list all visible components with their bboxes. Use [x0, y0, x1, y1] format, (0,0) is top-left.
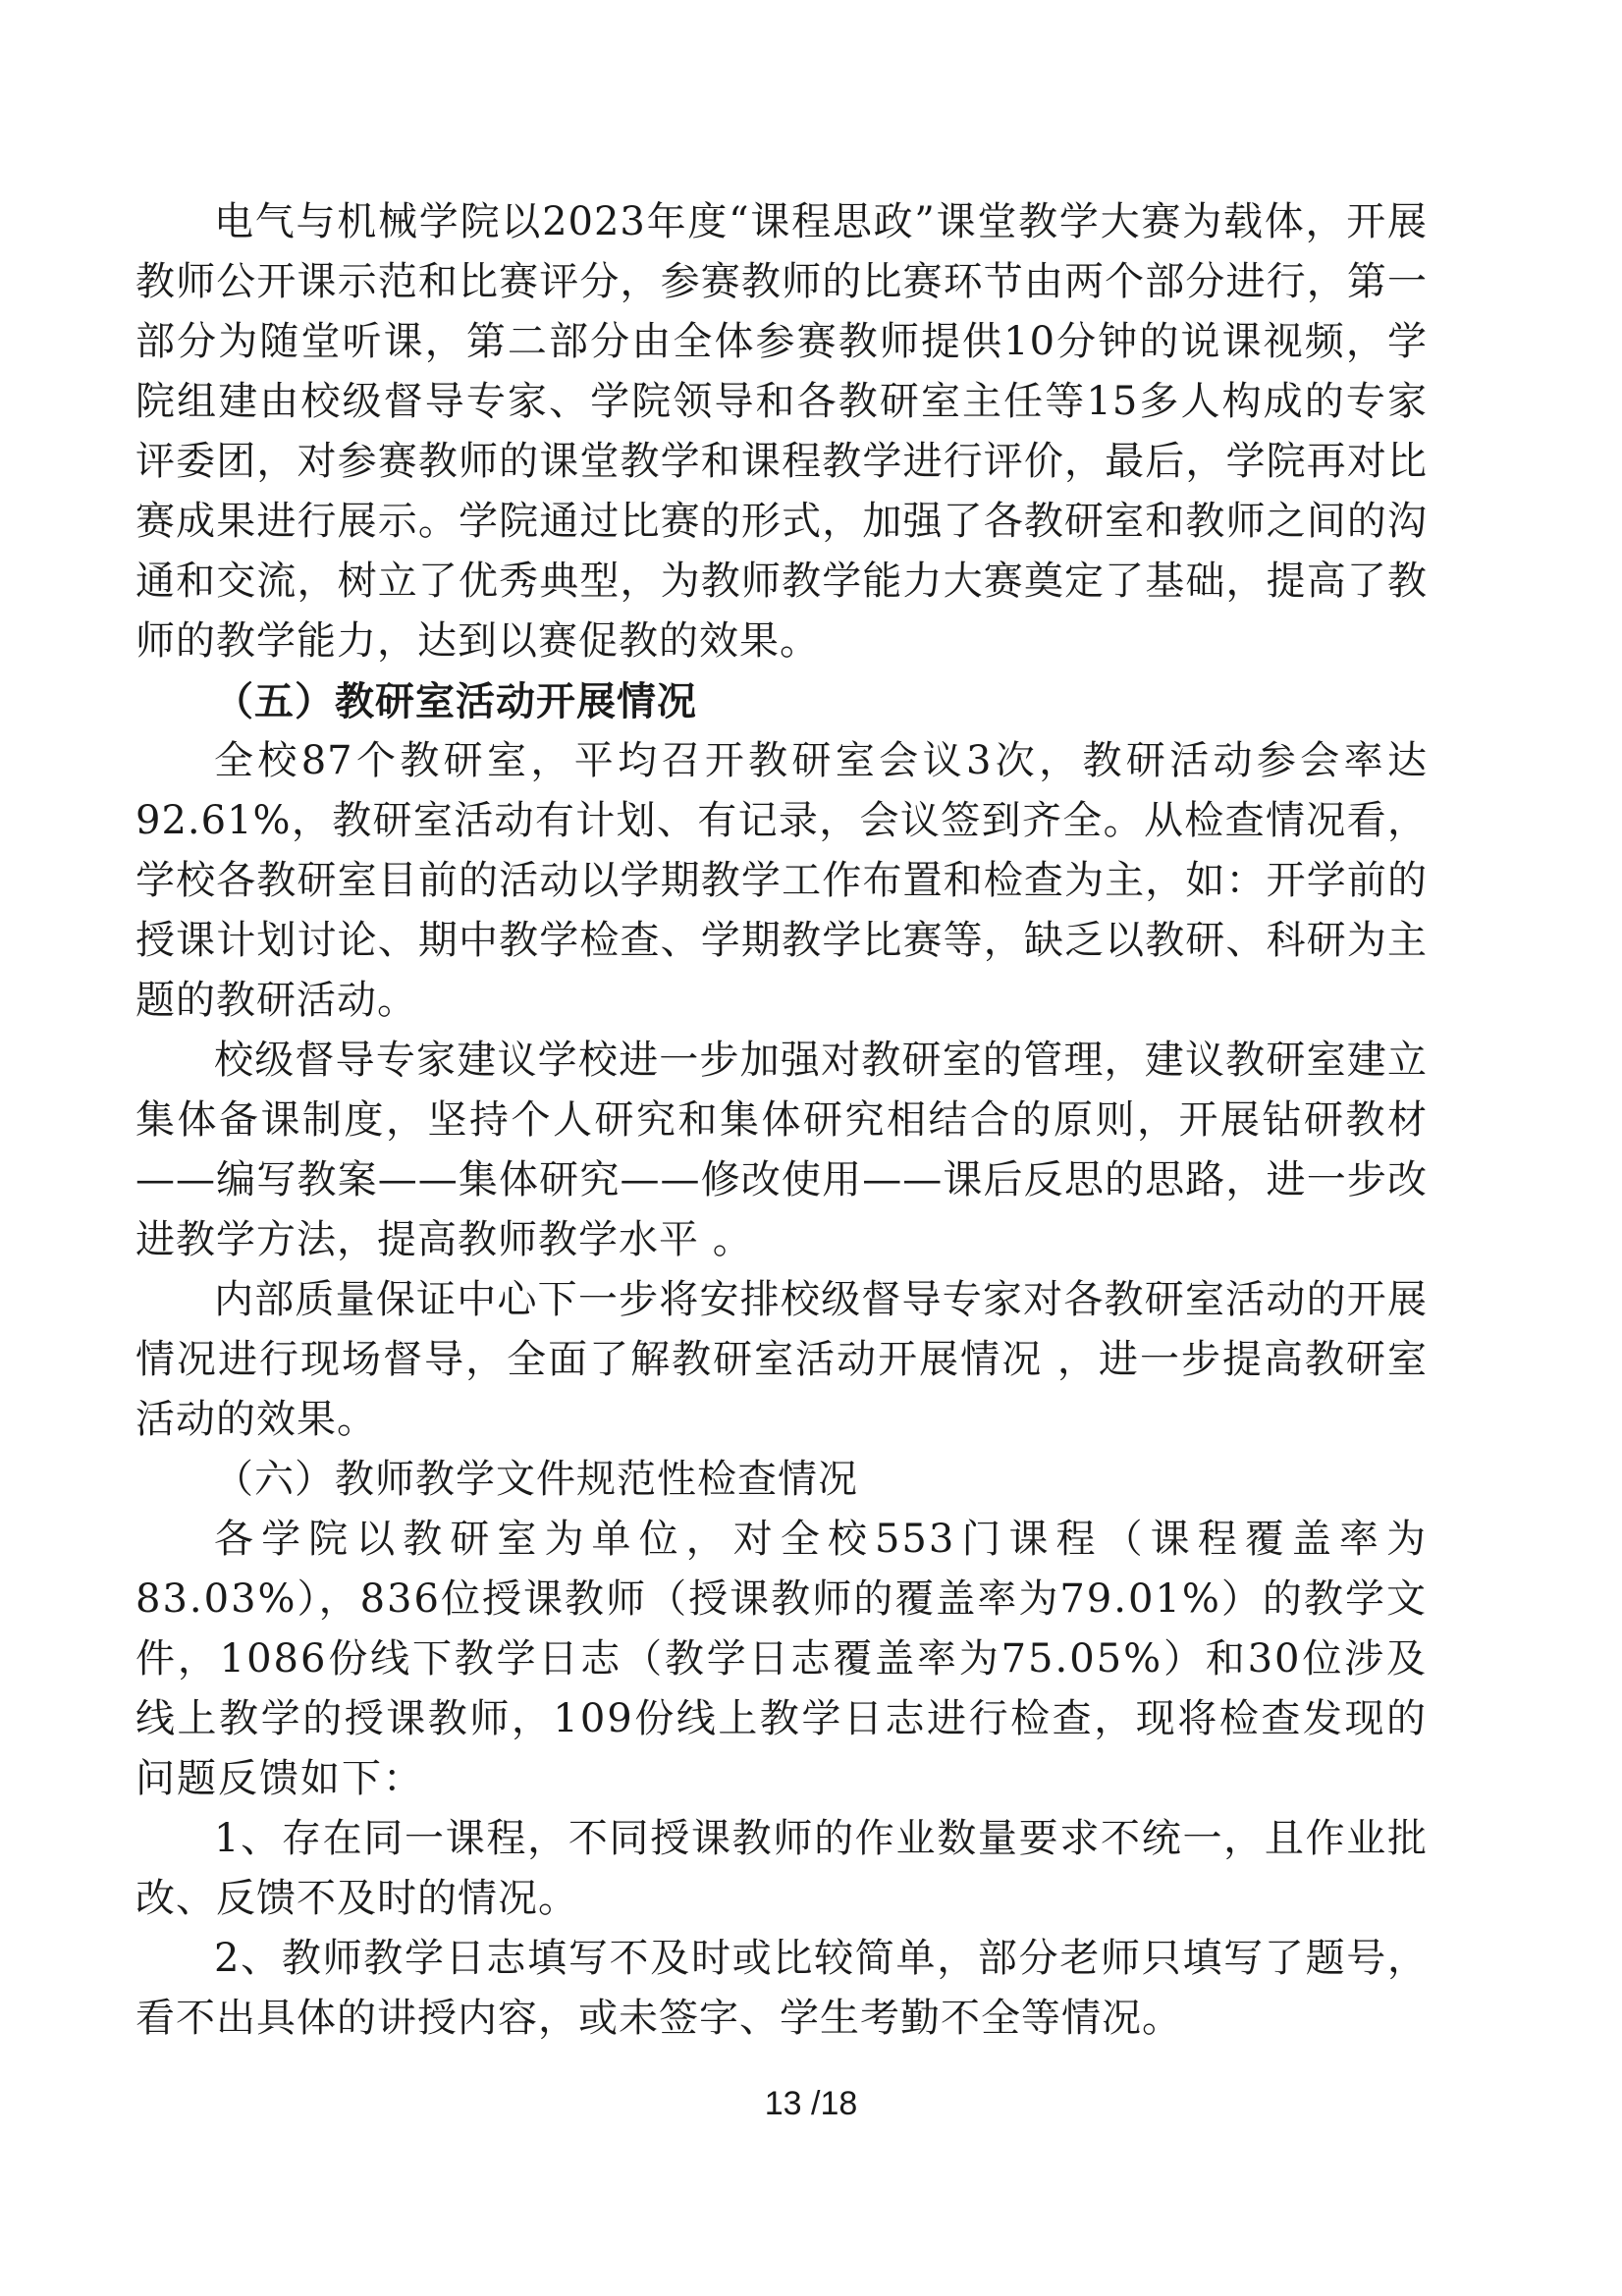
paragraph-competition: 电气与机械学院以2023年度“课程思政”课堂教学大赛为载体，开展教师公开课示范和比赛评分，参赛教师的比赛环节由两个部分进行，第一部分为随堂听课，第二部分由全体参赛教师提供10分钟的说课视频，学院组建由校级督导专家、学院领导和各教研室主任等15多人构成的专家评委团，对参赛教师的课堂教学和课程教学进行评价，最后，学院再对比赛成果进行展示。学院通过比赛的形式，加强了各教研室和教师之间的沟通和交流，树立了优秀典型，为教师教学能力大赛奠定了基础，提高了教师的教学能力，达到以赛促教的效果。: [135, 199, 1428, 664]
paragraph-document-check: 各学院以教研室为单位，对全校553门课程（课程覆盖率为83.03%），836位授课教师（授课教师的覆盖率为79.01%）的教学文件，1086份线下教学日志（教学日志覆盖率为75.05%）和30位涉及线上教学的授课教师，109份线上教学日志进行检查，现将检查发现的问题反馈如下：: [135, 1517, 1428, 1801]
list-item-issue-1: 1、存在同一课程，不同授课教师的作业数量要求不统一，且作业批改、反馈不及时的情况。: [135, 1816, 1428, 1921]
paragraph-next-steps: 内部质量保证中心下一步将安排校级督导专家对各教研室活动的开展情况进行现场督导，全面了解教研室活动开展情况 ，进一步提高教研室活动的效果。: [135, 1277, 1428, 1442]
section-heading-teaching-research-activities: （五）教研室活动开展情况: [214, 678, 697, 724]
page-number: 13 /18: [764, 2085, 858, 2122]
section-heading-teaching-documents: （六）教师教学文件规范性检查情况: [214, 1457, 858, 1502]
paragraph-research-office-stats: 全校87个教研室，平均召开教研室会议3次，教研活动参会率达92.61%，教研室活动有计划、有记录，会议签到齐全。从检查情况看，学校各教研室目前的活动以学期教学工作布置和检查为主，如：开学前的授课计划讨论、期中教学检查、学期教学比赛等，缺乏以教研、科研为主题的教研活动。: [135, 738, 1428, 1023]
list-item-issue-2: 2、教师教学日志填写不及时或比较简单，部分老师只填写了题号，看不出具体的讲授内容，或未签字、学生考勤不全等情况。: [135, 1936, 1428, 2041]
paragraph-expert-suggestion: 校级督导专家建议学校进一步加强对教研室的管理，建议教研室建立集体备课制度，坚持个人研究和集体研究相结合的原则，开展钻研教材——编写教案——集体研究——修改使用——课后反思的思路，进一步改进教学方法，提高教师教学水平 。: [135, 1038, 1428, 1262]
document-body: [135, 192, 1428, 2049]
